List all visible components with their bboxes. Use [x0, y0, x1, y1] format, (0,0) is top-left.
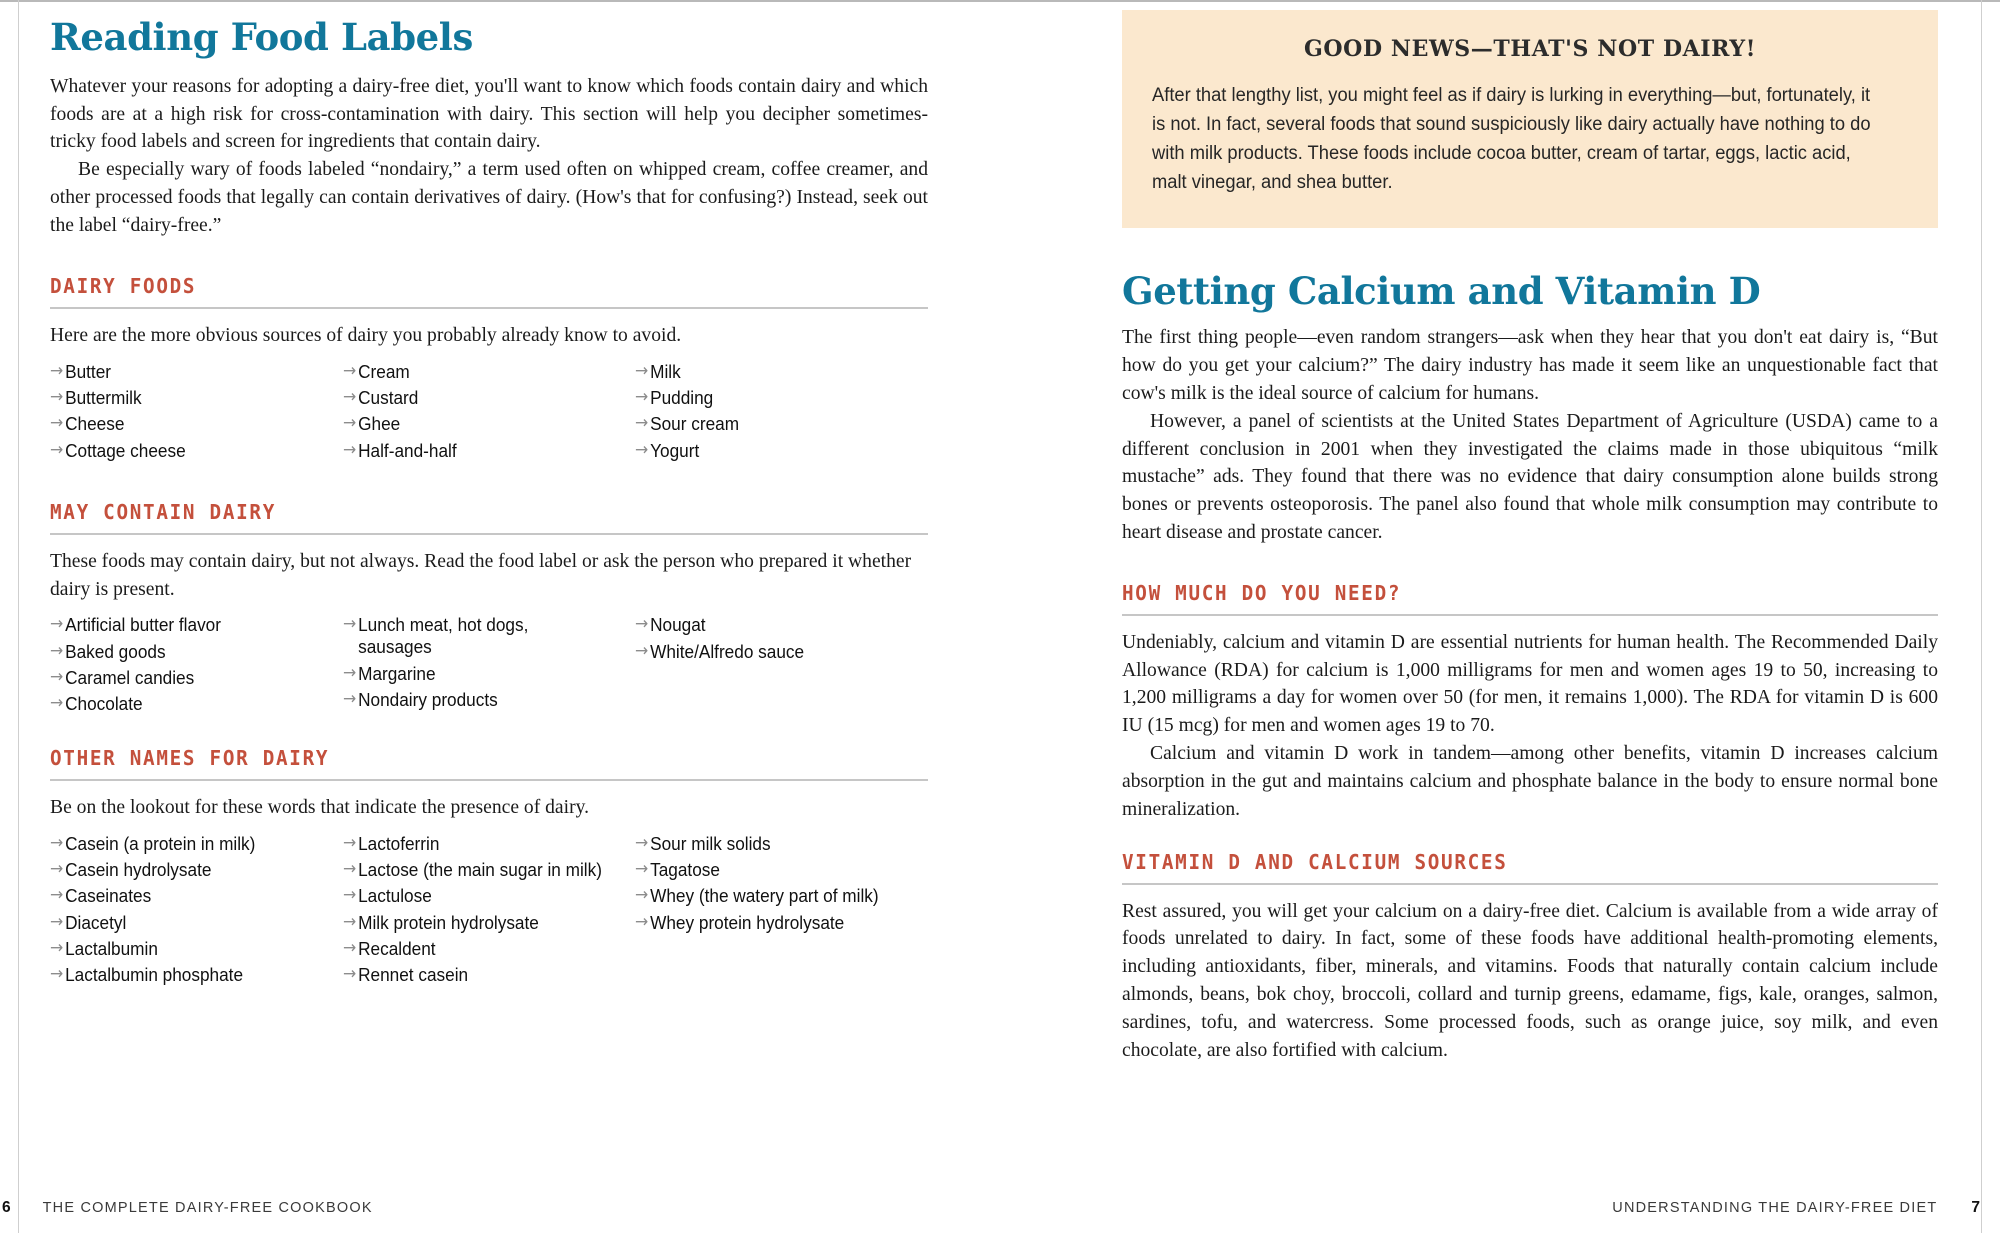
- list-item: [50, 387, 309, 409]
- list-item-label: Casein (a protein in milk): [65, 832, 256, 854]
- subhead-vitamin-d-and-calcium-sources: VITAMIN D AND CALCIUM SOURCES: [1122, 849, 1508, 874]
- right-intro-paragraph-1: The first thing people—even random strangers—ask when they hear that you don't eat dairy is, “But how do you get your calcium?” The dairy industry has made it seem like an unquestionable fact that cow's milk is the ideal source of calcium for humans.: [1122, 327, 1938, 404]
- section-other-names-for-dairy: [50, 746, 928, 991]
- callout-title: GOOD NEWS—THAT'S NOT DAIRY!: [1304, 36, 1756, 62]
- spacer: [1122, 824, 1938, 850]
- section-how-much-do-you-need: [1122, 581, 1938, 824]
- arrow-list-column: [50, 833, 343, 991]
- list-item-label: Casein hydrolysate: [65, 858, 212, 880]
- subhead-rule-vitamin-d-and-calcium-sources: [1122, 850, 1938, 885]
- subhead-other-names-for-dairy: OTHER NAMES FOR DAIRY: [50, 745, 330, 770]
- arrow-right-icon: →: [50, 937, 64, 958]
- list-item-label: Lactoferrin: [357, 832, 440, 854]
- page-title-right: Getting Calcium and Vitamin D: [1122, 268, 1761, 313]
- arrow-right-icon: →: [342, 360, 356, 381]
- arrow-right-icon: →: [50, 439, 64, 460]
- list-item: [50, 614, 309, 636]
- list-item-label: Recaldent: [357, 937, 436, 959]
- list-item: [50, 885, 309, 907]
- arrow-right-icon: →: [635, 439, 649, 460]
- arrow-right-icon: →: [50, 832, 64, 853]
- arrow-right-icon: →: [342, 662, 356, 683]
- list-item: [50, 964, 309, 986]
- list-item-label: White/Alfredo sauce: [650, 640, 805, 662]
- arrow-right-icon: →: [50, 413, 64, 434]
- subhead-rule-how-much-do-you-need: [1122, 581, 1938, 616]
- list-item: [343, 663, 602, 685]
- list-item: [50, 833, 309, 855]
- section-dairy-foods: [50, 274, 928, 466]
- list-item: [635, 614, 894, 636]
- arrow-right-icon: →: [635, 413, 649, 434]
- lede-other-names-for-dairy: Be on the lookout for these words that indicate the presence of dairy.: [50, 796, 590, 818]
- arrow-right-icon: →: [50, 885, 64, 906]
- list-item-label: Lunch meat, hot dogs, sausages: [357, 614, 529, 658]
- arrow-list-other-names-for-dairy: [50, 833, 928, 991]
- list-item: [635, 912, 894, 934]
- lede-dairy-foods: Here are the more obvious sources of dairy you probably already know to avoid.: [50, 324, 682, 346]
- arrow-right-icon: →: [342, 439, 356, 460]
- section-vitamin-d-and-calcium-sources: [1122, 850, 1938, 1065]
- list-item: [343, 912, 602, 934]
- arrow-right-icon: →: [342, 937, 356, 958]
- arrow-list-column: [343, 361, 636, 466]
- right-edge-line: [1981, 0, 1982, 1233]
- list-item-label: Buttermilk: [65, 386, 142, 408]
- arrow-right-icon: →: [50, 614, 64, 635]
- arrow-right-icon: →: [342, 885, 356, 906]
- list-item-label: Chocolate: [65, 693, 143, 715]
- list-item-label: Cheese: [65, 413, 125, 435]
- list-item-label: Lactose (the main sugar in milk): [357, 858, 602, 880]
- list-item-label: Sour milk solids: [650, 832, 771, 854]
- arrow-right-icon: →: [342, 688, 356, 709]
- list-item: [50, 859, 309, 881]
- spacer: [1122, 547, 1938, 581]
- left-intro-paragraph-1: Whatever your reasons for adopting a dairy-free diet, you'll want to know which foods contain dairy and which foods are at a high risk for cross-contamination with dairy. This section will help you decipher sometimes-tricky food labels and screen for ingredients that contain dairy.: [50, 75, 928, 153]
- list-item: [343, 413, 602, 435]
- page-number-left: 6: [2, 1199, 11, 1216]
- spacer: [50, 720, 928, 746]
- list-item-label: Whey (the watery part of milk): [650, 885, 879, 907]
- list-item: [343, 885, 602, 907]
- how-much-paragraph-2: Calcium and vitamin D work in tandem—among other benefits, vitamin D increases calcium absorption in the gut and maintains calcium and phosphate balance in the body to ensure normal bone mineralization.: [1122, 743, 1938, 820]
- arrow-list-column: [343, 614, 636, 719]
- running-head-left: THE COMPLETE DAIRY-FREE COOKBOOK: [42, 1200, 373, 1216]
- list-item-label: Caramel candies: [65, 667, 195, 689]
- list-item: [50, 440, 309, 462]
- arrow-right-icon: →: [342, 614, 356, 635]
- list-item: [343, 361, 602, 383]
- arrow-right-icon: →: [342, 413, 356, 434]
- right-page: [1000, 0, 2000, 1233]
- list-item: [343, 614, 602, 658]
- list-item-label: Ghee: [357, 413, 400, 435]
- arrow-right-icon: →: [342, 832, 356, 853]
- list-item-label: Custard: [357, 386, 419, 408]
- page-title-left: Reading Food Labels: [50, 15, 473, 59]
- list-item-label: Artificial butter flavor: [65, 614, 221, 636]
- list-item: [635, 361, 894, 383]
- arrow-right-icon: →: [635, 832, 649, 853]
- arrow-right-icon: →: [50, 640, 64, 661]
- arrow-right-icon: →: [342, 858, 356, 879]
- list-item-label: Milk protein hydrolysate: [357, 911, 539, 933]
- footer-right: [1000, 1199, 2000, 1217]
- arrow-right-icon: →: [635, 360, 649, 381]
- arrow-right-icon: →: [635, 640, 649, 661]
- arrow-list-column: [50, 361, 343, 466]
- list-item-label: Tagatose: [650, 858, 721, 880]
- right-intro-paragraph-2: However, a panel of scientists at the United States Department of Agriculture (USDA) came to a different conclusion in 2001 when they investigated the claims made in those ubiquitous “milk mustache” ads. They found that there was no evidence that dairy consumption alone builds strong bones or prevents osteoporosis. The panel also found that whole milk consumption may contribute to heart disease and prostate cancer.: [1122, 410, 1938, 544]
- list-item: [635, 413, 894, 435]
- list-item: [50, 938, 309, 960]
- list-item: [50, 912, 309, 934]
- spacer: [50, 466, 928, 500]
- list-item: [343, 938, 602, 960]
- callout-body: After that lengthy list, you might feel as if dairy is lurking in everything—but, fortunately, it is not. In fact, several foods that sound suspiciously like dairy actually have nothing to do with milk products. These foods include cocoa butter, cream of tartar, eggs, lactic acid, malt vinegar, and shea butter.: [1152, 85, 1871, 193]
- arrow-right-icon: →: [50, 386, 64, 407]
- lede-may-contain-dairy: These foods may contain dairy, but not always. Read the food label or ask the person who prepared it whether dairy is present.: [50, 550, 912, 600]
- footer-left: [0, 1199, 1000, 1217]
- list-item-label: Cream: [357, 360, 410, 382]
- arrow-right-icon: →: [50, 964, 64, 985]
- list-item: [50, 361, 309, 383]
- arrow-list-column: [635, 361, 928, 466]
- left-edge-line: [18, 0, 19, 1233]
- subhead-rule-other-names-for-dairy: [50, 746, 928, 781]
- list-item-label: Cottage cheese: [65, 439, 186, 461]
- running-head-right: UNDERSTANDING THE DAIRY-FREE DIET: [1612, 1200, 1938, 1216]
- arrow-list-column: [635, 614, 928, 719]
- list-item-label: Butter: [65, 360, 112, 382]
- arrow-right-icon: →: [50, 667, 64, 688]
- list-item: [343, 964, 602, 986]
- arrow-right-icon: →: [50, 360, 64, 381]
- how-much-paragraph-1: Undeniably, calcium and vitamin D are essential nutrients for human health. The Recommended Daily Allowance (RDA) for calcium is 1,000 milligrams for men and women ages 19 to 50, increasing to 1,200 milligrams a day for women over 50 (for men, it remains 1,000). The RDA for vitamin D is 600 IU (15 mcg) for men and women ages 19 to 70.: [1122, 631, 1938, 737]
- list-item-label: Sour cream: [650, 413, 740, 435]
- list-item: [50, 413, 309, 435]
- list-item: [635, 833, 894, 855]
- left-intro-paragraph-2: Be especially wary of foods labeled “nondairy,” a term used often on whipped cream, coffee creamer, and other processed foods that legally can contain derivatives of dairy. (How's that for confusing?) Instead, seek out the label “dairy-free.”: [50, 159, 928, 236]
- list-item-label: Whey protein hydrolysate: [650, 911, 845, 933]
- arrow-list-column: [635, 833, 928, 991]
- list-item-label: Diacetyl: [65, 911, 127, 933]
- arrow-right-icon: →: [342, 386, 356, 407]
- list-item-label: Milk: [650, 360, 682, 382]
- arrow-right-icon: →: [635, 885, 649, 906]
- arrow-list-column: [50, 614, 343, 719]
- list-item: [343, 689, 602, 711]
- subhead-how-much-do-you-need: HOW MUCH DO YOU NEED?: [1122, 580, 1402, 605]
- list-item: [50, 641, 309, 663]
- section-may-contain-dairy: [50, 500, 928, 720]
- list-item: [635, 387, 894, 409]
- page-number-right: 7: [1971, 1199, 1980, 1216]
- arrow-right-icon: →: [635, 614, 649, 635]
- arrow-right-icon: →: [50, 911, 64, 932]
- page-top-rule: [0, 0, 1000, 2]
- list-item: [343, 833, 602, 855]
- arrow-right-icon: →: [635, 858, 649, 879]
- list-item-label: Nondairy products: [357, 688, 498, 710]
- arrow-right-icon: →: [50, 693, 64, 714]
- list-item-label: Lactalbumin phosphate: [65, 964, 244, 986]
- list-item-label: Yogurt: [650, 439, 700, 461]
- vitamin-d-paragraph-1: Rest assured, you will get your calcium on a dairy-free diet. Calcium is available from a wide array of foods unrelated to dairy. In fact, some of these foods have additional health-promoting elements, including antioxidants, fiber, minerals, and vitamins. Foods that naturally contain calcium include almonds, beans, bok choy, broccoli, collard and turnip greens, edamame, figs, kale, oranges, salmon, sardines, tofu, and watercress. Some processed foods, such as orange juice, soy milk, and even chocolate, are also fortified with calcium.: [1122, 900, 1938, 1061]
- arrow-list-dairy-foods: [50, 361, 928, 466]
- arrow-right-icon: →: [635, 386, 649, 407]
- callout-box-good-news: [1122, 10, 1938, 228]
- page-top-rule: [1000, 0, 2000, 2]
- arrow-list-column: [343, 833, 636, 991]
- list-item: [50, 693, 309, 715]
- arrow-list-may-contain-dairy: [50, 614, 928, 719]
- list-item-label: Nougat: [650, 614, 706, 636]
- arrow-right-icon: →: [635, 911, 649, 932]
- list-item-label: Lactulose: [357, 885, 432, 907]
- list-item: [635, 641, 894, 663]
- list-item-label: Rennet casein: [357, 964, 468, 986]
- list-item-label: Pudding: [650, 386, 714, 408]
- list-item: [343, 387, 602, 409]
- list-item: [343, 440, 602, 462]
- list-item: [343, 859, 602, 881]
- list-item: [635, 859, 894, 881]
- subhead-dairy-foods: DAIRY FOODS: [50, 273, 197, 298]
- list-item-label: Lactalbumin: [65, 937, 158, 959]
- subhead-rule-may-contain-dairy: [50, 500, 928, 535]
- arrow-right-icon: →: [50, 858, 64, 879]
- list-item-label: Margarine: [357, 662, 436, 684]
- subhead-may-contain-dairy: MAY CONTAIN DAIRY: [50, 499, 276, 524]
- list-item: [635, 885, 894, 907]
- spacer: [50, 240, 928, 274]
- list-item: [635, 440, 894, 462]
- list-item-label: Half-and-half: [357, 439, 457, 461]
- list-item: [50, 667, 309, 689]
- list-item-label: Caseinates: [65, 885, 152, 907]
- list-item-label: Baked goods: [65, 640, 166, 662]
- arrow-right-icon: →: [342, 911, 356, 932]
- subhead-rule-dairy-foods: [50, 274, 928, 309]
- arrow-right-icon: →: [342, 964, 356, 985]
